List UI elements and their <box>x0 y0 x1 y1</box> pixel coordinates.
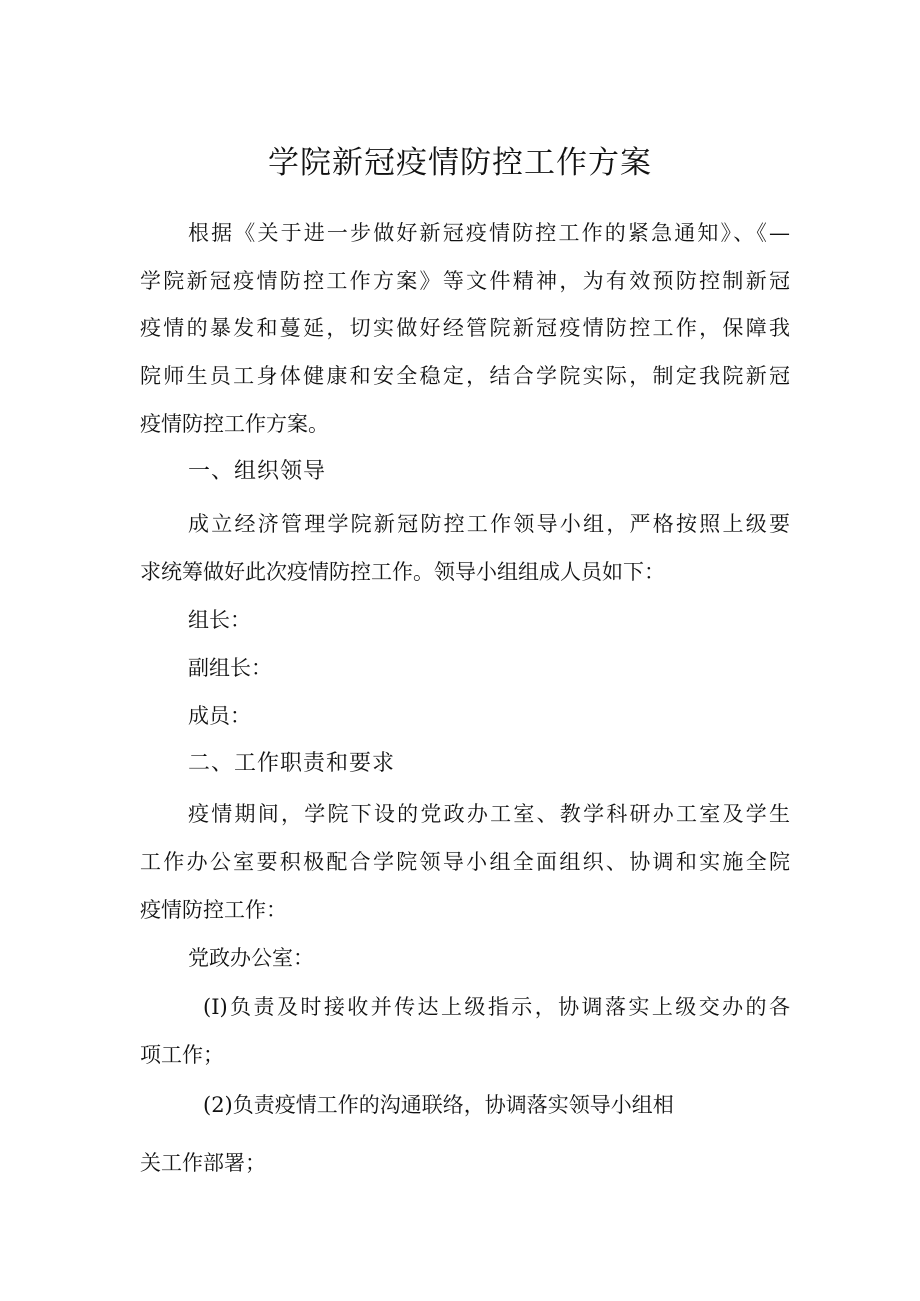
section-2-paragraph-line-1: 疫情期间，学院下设的党政办工室、教学科研办工室及学生 <box>188 802 790 826</box>
deputy-leader-label: 副组长： <box>188 656 272 680</box>
intro-line-5: 疫情防控工作方案。 <box>140 412 329 436</box>
section-1-paragraph-line-2: 求统筹做好此次疫情防控工作。领导小组组成人员如下： <box>140 560 665 584</box>
document-title: 学院新冠疫情防控工作方案 <box>268 145 652 181</box>
intro-line-3: 疫情的暴发和蔓延，切实做好经管院新冠疫情防控工作，保障我 <box>140 316 790 340</box>
party-office-label: 党政办公室： <box>188 946 314 970</box>
intro-line-2: 学院新冠疫情防控工作方案》等文件精神，为有效预防控制新冠 <box>140 269 790 293</box>
section-2-paragraph-line-3: 疫情防控工作： <box>140 898 287 922</box>
duty-item-1-line-1: (I)负责及时接收并传达上级指示，协调落实上级交办的各 <box>203 995 790 1019</box>
section-2-heading: 二、工作职责和要求 <box>188 751 396 776</box>
duty-item-2-line-2: 关工作部署； <box>140 1151 266 1175</box>
section-2-paragraph-line-2: 工作办公室要积极配合学院领导小组全面组织、协调和实施全院 <box>140 850 790 874</box>
leader-label: 组长： <box>188 608 251 632</box>
section-1-paragraph-line-1: 成立经济管理学院新冠防控工作领导小组，严格按照上级要 <box>188 512 790 536</box>
intro-line-4: 院师生员工身体健康和安全稳定，结合学院实际，制定我院新冠 <box>140 364 790 388</box>
duty-item-2-line-1: (2)负责疫情工作的沟通联络，协调落实领导小组相 <box>203 1093 674 1117</box>
intro-line-1: 根据《关于进一步做好新冠疫情防控工作的紧急通知》、《— <box>188 221 790 245</box>
members-label: 成员： <box>188 704 251 728</box>
duty-item-1-line-2: 项工作； <box>140 1043 224 1067</box>
section-1-heading: 一、组织领导 <box>188 459 327 484</box>
